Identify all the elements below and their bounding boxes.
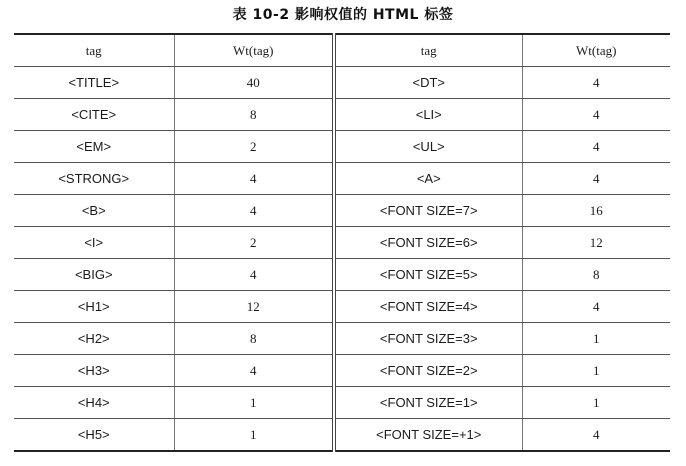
table-caption: 表 10-2 影响权值的 HTML 标签 bbox=[232, 7, 454, 23]
weight-cell-right: 1 bbox=[522, 355, 670, 387]
weight-cell-left: 12 bbox=[174, 291, 334, 323]
weight-cell-left: 4 bbox=[174, 355, 334, 387]
table-row bbox=[14, 163, 670, 195]
weight-cell-left: 4 bbox=[174, 259, 334, 291]
tag-cell-left: <H5> bbox=[14, 419, 174, 452]
weight-cell-right: 4 bbox=[522, 99, 670, 131]
table-header bbox=[14, 34, 670, 67]
weight-cell-right: 4 bbox=[522, 67, 670, 99]
weight-cell-right: 4 bbox=[593, 426, 600, 442]
weight-cell-left: 8 bbox=[174, 323, 334, 355]
tag-cell-right: <UL> bbox=[334, 131, 522, 163]
tag-cell-left: <CITE> bbox=[14, 99, 174, 131]
tag-cell-left: <B> bbox=[14, 195, 174, 227]
tag-cell-left: <TITLE> bbox=[14, 67, 174, 99]
weight-cell-left: 1 bbox=[174, 387, 334, 419]
tag-cell-right: <FONT SIZE=2> bbox=[334, 355, 522, 387]
table-row bbox=[14, 227, 670, 259]
table-row bbox=[14, 131, 670, 163]
header-weight-left: Wt(tag) bbox=[174, 34, 334, 67]
tag-cell-right: <FONT SIZE=6> bbox=[334, 227, 522, 259]
header-tag-left: tag bbox=[14, 34, 174, 67]
weight-cell-right: 4 bbox=[522, 131, 670, 163]
tag-cell-right: <A> bbox=[334, 163, 522, 195]
header-tag-right: tag bbox=[334, 34, 522, 67]
table-row bbox=[14, 67, 670, 99]
tag-cell-left: <H2> bbox=[14, 323, 174, 355]
tag-cell-right: <FONT SIZE=5> bbox=[334, 259, 522, 291]
tag-cell-right: <DT> bbox=[334, 67, 522, 99]
tag-cell-left: <BIG> bbox=[14, 259, 174, 291]
weight-cell-right: 4 bbox=[522, 163, 670, 195]
weight-cell-right: 8 bbox=[522, 259, 670, 291]
weight-cell-left: 1 bbox=[174, 419, 334, 452]
html-tag-weight-table bbox=[14, 33, 670, 452]
table-row bbox=[14, 259, 670, 291]
tag-cell-right: <FONT SIZE=3> bbox=[334, 323, 522, 355]
weight-cell-right: 1 bbox=[522, 387, 670, 419]
tag-cell-right: <LI> bbox=[334, 99, 522, 131]
table-row bbox=[14, 387, 670, 419]
weight-cell-left: 4 bbox=[174, 195, 334, 227]
table-row bbox=[14, 419, 670, 452]
table-row bbox=[14, 99, 670, 131]
weight-cell-left: 2 bbox=[174, 227, 334, 259]
tag-cell-right: <FONT SIZE=1> bbox=[334, 387, 522, 419]
table-body bbox=[14, 67, 670, 452]
tag-cell-left: <STRONG> bbox=[14, 163, 174, 195]
tag-cell-right: <FONT SIZE=7> bbox=[334, 195, 522, 227]
tag-cell-left: <I> bbox=[14, 227, 174, 259]
weight-cell-right: 16 bbox=[522, 195, 670, 227]
weight-cell-left: 2 bbox=[174, 131, 334, 163]
tag-cell-left: <EM> bbox=[14, 131, 174, 163]
weight-cell-right: 12 bbox=[522, 227, 670, 259]
tag-cell-right: <FONT SIZE=4> bbox=[334, 291, 522, 323]
table-row bbox=[14, 323, 670, 355]
tag-cell-left: <H1> bbox=[14, 291, 174, 323]
weight-cell-right: 4 bbox=[522, 291, 670, 323]
weight-cell-left: 8 bbox=[174, 99, 334, 131]
table-row bbox=[14, 291, 670, 323]
header-weight-right: Wt(tag) bbox=[522, 34, 670, 67]
header-row bbox=[14, 34, 670, 67]
weight-cell-left: 4 bbox=[174, 163, 334, 195]
table-row bbox=[14, 195, 670, 227]
tag-cell-left: <H4> bbox=[14, 387, 174, 419]
tag-cell-left: <H3> bbox=[14, 355, 174, 387]
weight-cell-right: 1 bbox=[522, 323, 670, 355]
tag-cell-right: <FONT SIZE=+1> bbox=[334, 419, 522, 452]
weight-cell-left: 40 bbox=[174, 67, 334, 99]
table-row bbox=[14, 355, 670, 387]
